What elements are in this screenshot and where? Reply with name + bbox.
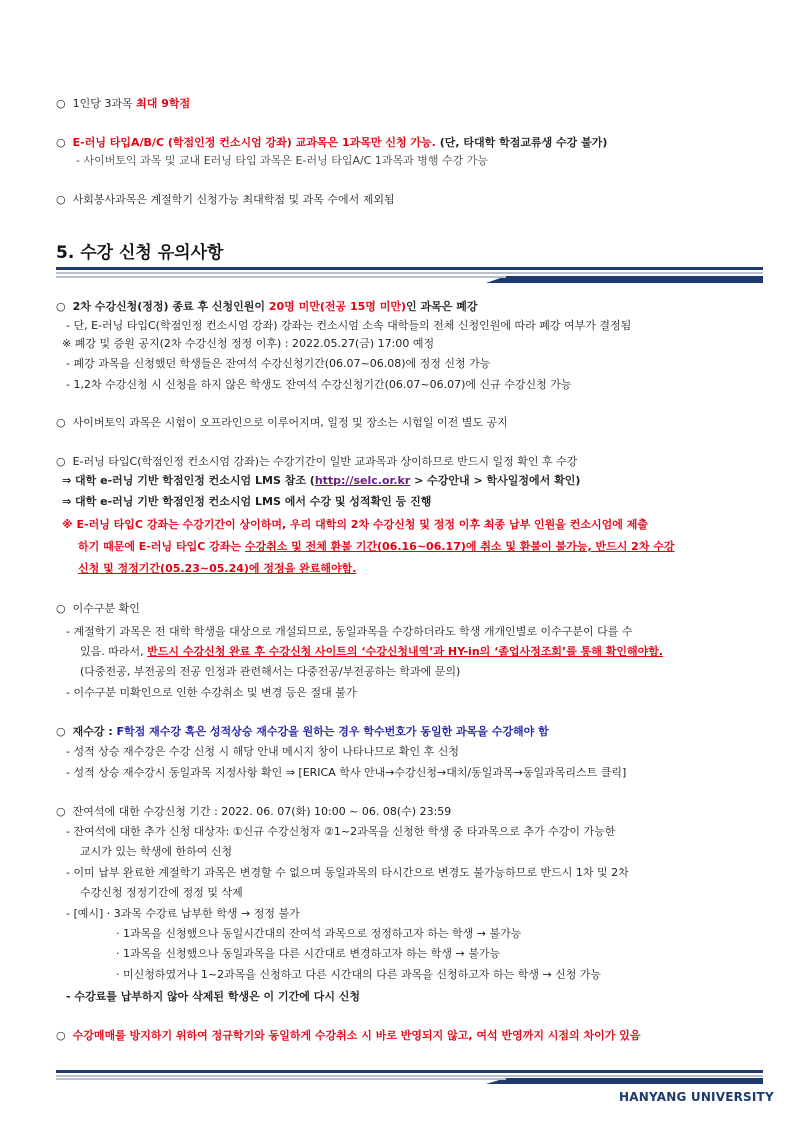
- category-note1: - 계절학기 과목은 전 대학 학생을 대상으로 개설되므로, 동일과목을 수강하더라도 학생 개개인별로 이수구분이 다를 수: [66, 625, 633, 638]
- item-social-service: ○ 사회봉사과목은 계절학기 신청가능 최대학점 및 과목 수에서 제외됨: [56, 193, 395, 206]
- footer-divider: [56, 1070, 763, 1084]
- section-divider: [56, 267, 763, 283]
- section-title: 5. 수강 신청 유의사항: [56, 243, 224, 263]
- elearning-lms-ref: ⇒ 대학 e-러닝 기반 학점인정 컨소시엄 LMS 참조 (http://selc.or.kr > 수강안내 > 학사일정에서 확인): [62, 474, 581, 487]
- remaining-seat-note1: - 잔여석에 대한 추가 신청 대상자: ①신규 수강신청자 ②1~2과목을 신청한 학생 중 타과목으로 추가 수강이 가능한: [66, 825, 616, 838]
- elearning-lms-progress: ⇒ 대학 e-러닝 기반 학점인정 컨소시엄 LMS 에서 수강 및 성적확인 등 진행: [62, 495, 432, 508]
- toeic-rule: ○ 사이버토익 과목은 시험이 오프라인으로 이루어지며, 일정 및 장소는 시험일 이전 별도 공지: [56, 416, 508, 429]
- remaining-seat-note3: - 이미 납부 완료한 계절학기 과목은 변경할 수 없으며 동일과목의 타시간으로 변경도 불가능하므로 반드시 1차 및 2차: [66, 866, 629, 879]
- category-note3: (다중전공, 부전공의 전공 인정과 관련해서는 다중전공/부전공하는 학과에 문의): [80, 665, 461, 678]
- remaining-seat-period: ○ 잔여석에 대한 수강신청 기간 : 2022. 06. 07(화) 10:00 ~ 06. 08(수) 23:59: [56, 805, 452, 818]
- category-check: ○ 이수구분 확인: [56, 602, 140, 615]
- item-elearning-note: - 사이버토익 과목 및 교내 E러닝 타입 과목은 E-러닝 타입A/C 1과목과 병행 수강 가능: [76, 154, 488, 167]
- example-3: · 1과목을 신청했으나 동일과목을 다른 시간대로 변경하고자 하는 학생 → 불가능: [116, 947, 501, 960]
- selc-link[interactable]: http://selc.or.kr: [314, 474, 411, 487]
- example-2: · 1과목을 신청했으나 동일시간대의 잔여석 과목으로 정정하고자 하는 학생 → 불가능: [116, 927, 522, 940]
- cancel-rule-note3: - 폐강 과목을 신청했던 학생들은 잔여석 수강신청기간(06.07~06.08)에 정정 신청 가능: [66, 357, 491, 370]
- remaining-seat-note2: 교시가 있는 학생에 한하여 신청: [80, 845, 233, 858]
- cancel-rule-note1: - 단, E-러닝 타입C(학점인정 컨소시엄 강좌) 강좌는 컨소시엄 소속 대학들의 전체 신청인원에 따라 폐강 여부가 결정됨: [66, 319, 632, 332]
- category-note2: 있음. 따라서, 반드시 수강신청 완료 후 수강신청 사이트의 ‘수강신청내역’과 HY-in의 ‘졸업사정조회’를 통해 확인해야함.: [80, 645, 664, 658]
- university-logo: HANYANG UNIVERSITY: [619, 1090, 774, 1104]
- example-1: - [예시] · 3과목 수강료 납부한 학생 → 정정 불가: [66, 907, 300, 920]
- remaining-seat-note4: 수강신청 정정기간에 정정 및 삭제: [80, 886, 243, 899]
- cancel-rule-note4: - 1,2차 수강신청 시 신청을 하지 않은 학생도 잔여석 수강신청기간(06.07~06.07)에 신규 수강신청 가능: [66, 378, 572, 391]
- elearning-c-rule: ○ E-러닝 타입C(학점인정 컨소시엄 강좌)는 수강기간이 일반 교과목과 상이하므로 반드시 일정 확인 후 수강: [56, 455, 578, 468]
- elearning-warning-2: 하기 때문에 E-러닝 타입C 강좌는 수강취소 및 전체 환불 기간(06.16~06.17)에 취소 및 환불이 불가능, 반드시 2차 수강: [78, 540, 675, 553]
- retake-note2: - 성적 상승 재수강시 동일과목 지정사항 확인 ⇒ [ERICA 학사 안내→수강신청→대치/동일과목→동일과목리스트 클릭]: [66, 766, 627, 779]
- retake-note1: - 성적 상승 재수강은 수강 신청 시 해당 안내 메시지 창이 나타나므로 확인 후 신청: [66, 745, 459, 758]
- elearning-warning-1: ※ E-러닝 타입C 강좌는 수강기간이 상이하며, 우리 대학의 2차 수강신청 및 정정 이후 최종 납부 인원을 컨소시엄에 제출: [62, 518, 648, 531]
- cancel-rule: ○ 2차 수강신청(정정) 종료 후 신청인원이 20명 미만(전공 15명 미만)인 과목은 폐강: [56, 300, 478, 313]
- cancel-rule-note2: ※ 폐강 및 증원 공지(2차 수강신청 정정 이후) : 2022.05.27(금) 17:00 예정: [62, 337, 435, 350]
- reflection-delay-rule: ○ 수강매매를 방지하기 위하여 정규학기와 동일하게 수강취소 시 바로 반영되지 않고, 여석 반영까지 시점의 차이가 있음: [56, 1029, 641, 1042]
- item-elearning-limit: ○ E-러닝 타입A/B/C (학점인정 컨소시엄 강좌) 교과목은 1과목만 신청 가능. (단, 타대학 학점교류생 수강 불가): [56, 136, 608, 149]
- category-note4: - 이수구분 미확인으로 인한 수강취소 및 변경 등은 절대 불가: [66, 686, 357, 699]
- remaining-seat-note5: - 수강료를 납부하지 않아 삭제된 학생은 이 기간에 다시 신청: [66, 990, 361, 1003]
- example-4: · 미신청하였거나 1~2과목을 신청하고 다른 시간대의 다른 과목을 신청하고자 하는 학생 → 신청 가능: [116, 968, 602, 981]
- item-credit-limit: ○ 1인당 3과목 최대 9학점: [56, 97, 191, 110]
- retake-rule: ○ 재수강 : F학점 재수강 혹은 성적상승 재수강을 원하는 경우 학수번호가 동일한 과목을 수강해야 함: [56, 725, 549, 738]
- elearning-warning-3: 신청 및 정정기간(05.23~05.24)에 정정을 완료해야함.: [78, 562, 357, 575]
